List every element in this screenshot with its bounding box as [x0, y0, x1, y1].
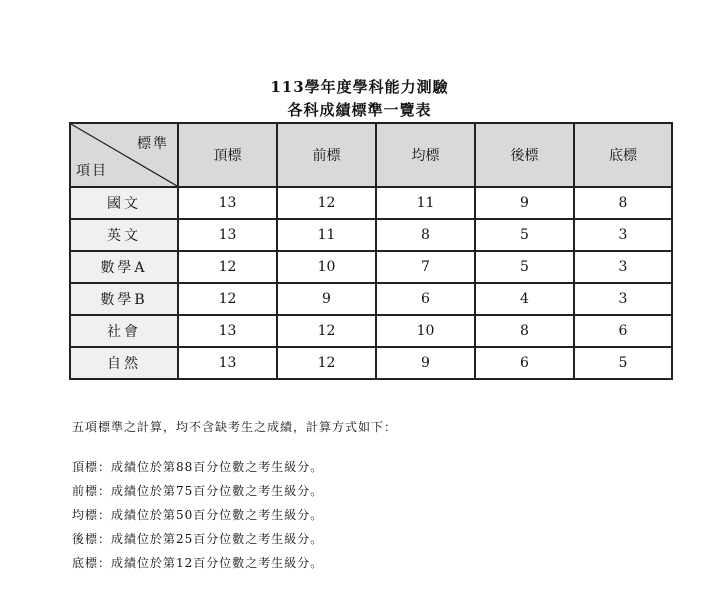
- score-cell: 10: [277, 251, 376, 283]
- calculation-notes: [72, 418, 397, 575]
- column-header: 前標: [277, 123, 376, 187]
- score-cell: 6: [475, 347, 574, 379]
- column-header: 底標: [574, 123, 672, 187]
- table-row: [70, 283, 672, 315]
- score-cell: 11: [277, 219, 376, 251]
- score-cell: 12: [277, 315, 376, 347]
- score-cell: 6: [376, 283, 475, 315]
- score-cell: 5: [475, 219, 574, 251]
- score-cell: 9: [376, 347, 475, 379]
- definition-top-standard: 頂標：成績位於第88百分位數之考生級分。: [72, 460, 324, 474]
- score-cell: 12: [277, 187, 376, 219]
- score-cell: 12: [178, 283, 277, 315]
- table-row: [70, 315, 672, 347]
- table-header-row: [70, 123, 672, 187]
- score-cell: 4: [475, 283, 574, 315]
- table-corner-cell: [70, 123, 178, 187]
- score-cell: 8: [376, 219, 475, 251]
- score-cell: 10: [376, 315, 475, 347]
- score-cell: 3: [574, 283, 672, 315]
- score-cell: 12: [178, 251, 277, 283]
- subject-cell: 數學A: [70, 251, 178, 283]
- definition-average-standard: 均標：成績位於第50百分位數之考生級分。: [72, 508, 324, 522]
- score-cell: 3: [574, 219, 672, 251]
- column-header: 後標: [475, 123, 574, 187]
- column-header: 頂標: [178, 123, 277, 187]
- column-header: 均標: [376, 123, 475, 187]
- score-cell: 8: [574, 187, 672, 219]
- definition-bottom-standard: 底標：成績位於第12百分位數之考生級分。: [72, 556, 324, 570]
- table-row: [70, 219, 672, 251]
- score-cell: 9: [475, 187, 574, 219]
- grade-standards-table: [69, 122, 673, 380]
- document-title: 113學年度學科能力測驗: [270, 78, 449, 96]
- score-cell: 13: [178, 315, 277, 347]
- corner-label-item: 項目: [76, 163, 108, 179]
- document-subtitle: 各科成績標準一覽表: [287, 101, 432, 119]
- subject-cell: 國文: [70, 187, 178, 219]
- score-cell: 3: [574, 251, 672, 283]
- table-row: [70, 251, 672, 283]
- score-cell: 13: [178, 187, 277, 219]
- notes-intro: 五項標準之計算，均不含缺考生之成績，計算方式如下：: [72, 420, 398, 434]
- subject-cell: 英文: [70, 219, 178, 251]
- score-cell: 8: [475, 315, 574, 347]
- score-cell: 13: [178, 219, 277, 251]
- definition-front-standard: 前標：成績位於第75百分位數之考生級分。: [72, 484, 324, 498]
- corner-label-standard: 標準: [137, 136, 169, 152]
- score-cell: 9: [277, 283, 376, 315]
- subject-cell: 自然: [70, 347, 178, 379]
- subject-cell: 數學B: [70, 283, 178, 315]
- table-row: [70, 187, 672, 219]
- score-cell: 7: [376, 251, 475, 283]
- definition-back-standard: 後標：成績位於第25百分位數之考生級分。: [72, 532, 324, 546]
- score-cell: 11: [376, 187, 475, 219]
- subject-cell: 社會: [70, 315, 178, 347]
- score-cell: 6: [574, 315, 672, 347]
- table-row: [70, 347, 672, 379]
- score-cell: 12: [277, 347, 376, 379]
- score-cell: 5: [475, 251, 574, 283]
- score-cell: 13: [178, 347, 277, 379]
- score-cell: 5: [574, 347, 672, 379]
